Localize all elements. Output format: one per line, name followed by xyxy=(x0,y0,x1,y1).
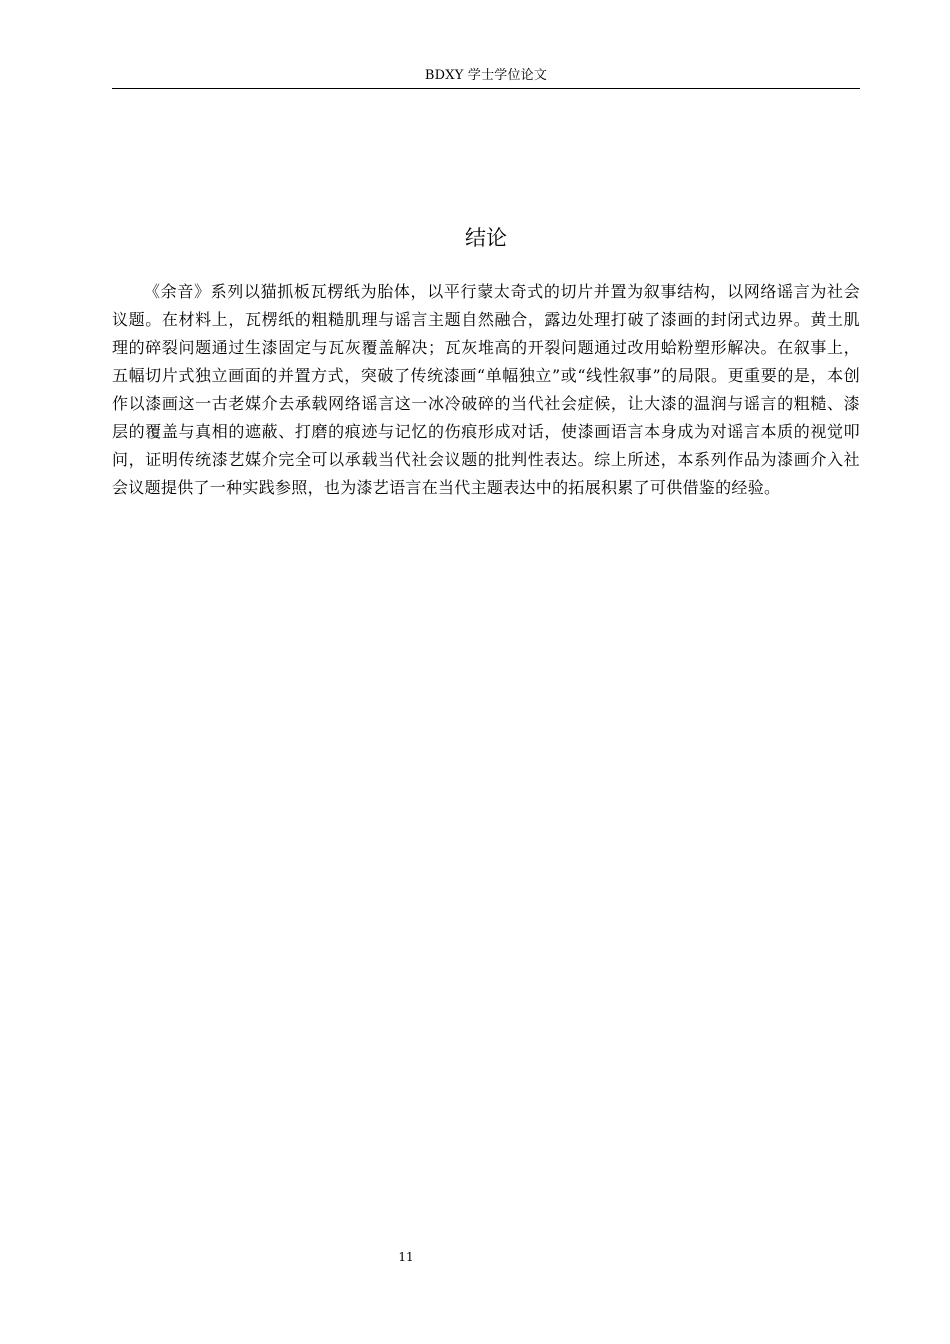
page-number: 11 xyxy=(398,1250,414,1264)
running-header: BDXY 学士学位论文 xyxy=(424,68,548,83)
section-title: 结论 xyxy=(465,226,507,251)
conclusion-paragraph: 《余音》系列以猫抓板瓦楞纸为胎体，以平行蒙太奇式的切片并置为叙事结构，以网络谣言为社会议题。在材料上，瓦楞纸的粗糙肌理与谣言主题自然融合，露边处理打破了漆画的封闭式边界。黄土肌理的碎裂问题通过生漆固定与瓦灰覆盖解决；瓦灰堆高的开裂问题通过改用蛤粉塑形解决。在叙事上，五幅切片式独立画面的并置方式，突破了传统漆画“单幅独立”或“线性叙事”的局限。更重要的是，本创作以漆画这一古老媒介去承载网络谣言这一冰冷破碎的当代社会症候，让大漆的温润与谣言的粗糙、漆层的覆盖与真相的遮蔽、打磨的痕迹与记忆的伤痕形成对话，使漆画语言本身成为对谣言本质的视觉叩问，证明传统漆艺媒介完全可以承载当代社会议题的批判性表达。综上所述，本系列作品为漆画介入社会议题提供了一种实践参照，也为漆艺语言在当代主题表达中的拓展积累了可供借鉴的经验。 xyxy=(112,282,860,497)
header-divider xyxy=(112,88,860,89)
